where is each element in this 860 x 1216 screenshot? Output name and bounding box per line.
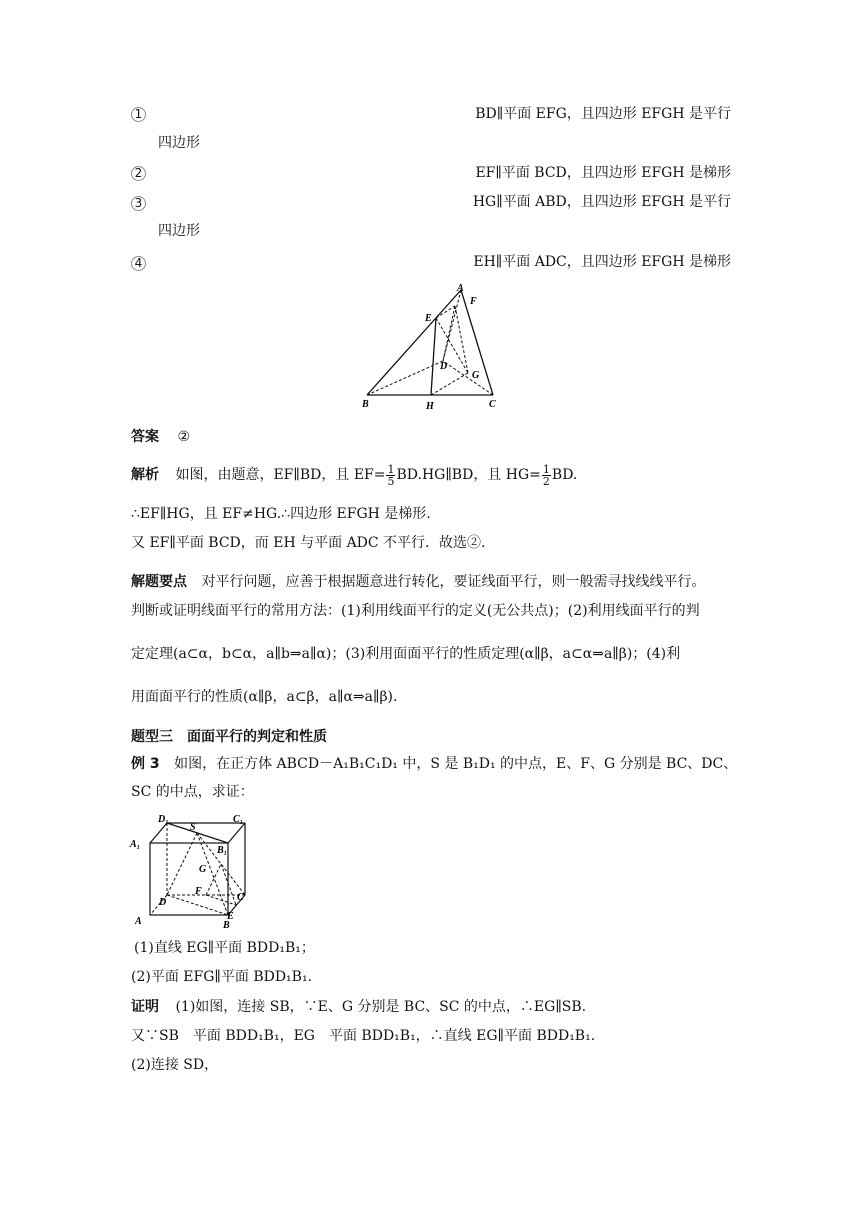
proof-line-3: (2)连接 SD， <box>131 1057 219 1073</box>
option-text: EH∥平面 ADC，且四边形 EFGH 是梯形 <box>473 254 731 270</box>
question-1: (1)直线 EG∥平面 BDD₁B₁； <box>134 940 315 956</box>
option-number: 2 <box>131 166 146 181</box>
label-D: D <box>159 897 167 908</box>
analysis-text: 如图，由题意，EF∥BD，且 EF= <box>175 467 386 483</box>
proof-line-2: 又∵SB 平面 BDD₁B₁，EG 平面 BDD₁B₁，∴直线 EG∥平面 BDD₁B₁. <box>131 1028 596 1044</box>
answer-line <box>131 427 731 447</box>
proof-line-1 <box>131 997 731 1017</box>
label-G: G <box>472 370 480 381</box>
example-text: 如图，在正方体 ABCD－A₁B₁C₁D₁ 中，S 是 B₁D₁ 的中点，E、F、G 分别是 BC、DC、 <box>174 756 738 772</box>
tetrahedron-figure <box>355 283 515 413</box>
label-H: H <box>426 401 434 412</box>
label-B: B <box>223 920 230 930</box>
option-text-cont: 四边形 <box>158 223 200 239</box>
analysis-text: BD. <box>551 467 578 483</box>
proof-text: (1)如图，连接 SB，∵E、G 分别是 BC、SC 的中点，∴EG∥SB. <box>175 999 587 1015</box>
section-title-text: 题型三 面面平行的判定和性质 <box>131 729 327 745</box>
key-line-2: 判断或证明线面平行的常用方法：(1)利用线面平行的定义(无公共点)；(2)利用线面平行的判 <box>131 603 700 619</box>
example-line-1 <box>131 754 738 774</box>
label-D1: D₁ <box>158 814 169 825</box>
option-number: 1 <box>131 107 146 122</box>
key-line-4: 用面面平行的性质(α∥β，a⊂β，a∥α⇒a∥β). <box>131 689 398 705</box>
label-F: F <box>470 296 477 307</box>
option-number: 4 <box>131 256 146 271</box>
label-F: F <box>195 886 202 897</box>
option-text: HG∥平面 ABD，且四边形 EFGH 是平行 <box>472 194 731 210</box>
label-A1: A₁ <box>130 839 141 850</box>
label-C1: C₁ <box>233 814 244 825</box>
section-title <box>131 727 731 747</box>
label-A: A <box>457 283 464 294</box>
fraction-1-2: $\frac{1}{2}$ <box>542 462 550 488</box>
label-B1: B₁ <box>217 845 228 856</box>
proof-label: 证明 <box>131 999 159 1015</box>
cube-figure <box>128 812 258 930</box>
label-S: S <box>190 822 196 833</box>
label-E: E <box>425 313 432 324</box>
analysis-line-3: 又 EF∥平面 BCD，而 EH 与平面 ADC 不平行．故选②. <box>131 535 486 551</box>
key-text: 对平行问题，应善于根据题意进行转化，要证线面平行，则一般需寻找线线平行。 <box>201 574 706 590</box>
analysis-line-2: ∴EF∥HG，且 EF≠HG.∴四边形 EFGH 是梯形. <box>131 506 431 522</box>
label-E: E <box>227 911 234 922</box>
question-2: (2)平面 EFG∥平面 BDD₁B₁. <box>131 969 313 985</box>
example-label: 例 3 <box>131 756 160 772</box>
analysis-label: 解析 <box>131 467 159 483</box>
option-number: 3 <box>131 196 146 211</box>
label-C: C <box>237 892 244 903</box>
label-C: C <box>489 399 496 410</box>
label-B: B <box>362 399 369 410</box>
key-line-1 <box>131 572 731 592</box>
label-A: A <box>135 916 142 927</box>
analysis-text: BD.HG∥BD，且 HG= <box>396 467 541 483</box>
answer-label: 答案 <box>131 429 159 445</box>
key-label: 解题要点 <box>131 574 187 590</box>
fraction-1-5: $\frac{1}{5}$ <box>387 462 395 488</box>
answer-value: ② <box>177 429 191 445</box>
analysis-line-1 <box>131 462 731 488</box>
example-line-2: SC 的中点，求证： <box>131 784 254 800</box>
option-text-cont: 四边形 <box>158 135 200 151</box>
option-text: BD∥平面 EFG，且四边形 EFGH 是平行 <box>475 106 731 122</box>
key-line-3: 定定理(a⊂α，b⊂α，a∥b⇒a∥α)；(3)利用面面平行的性质定理(α∥β，a⊂α⇒a∥β)；(4)利 <box>131 646 681 662</box>
label-G: G <box>199 864 207 875</box>
label-D: D <box>440 361 448 372</box>
option-text: EF∥平面 BCD，且四边形 EFGH 是梯形 <box>475 165 731 181</box>
